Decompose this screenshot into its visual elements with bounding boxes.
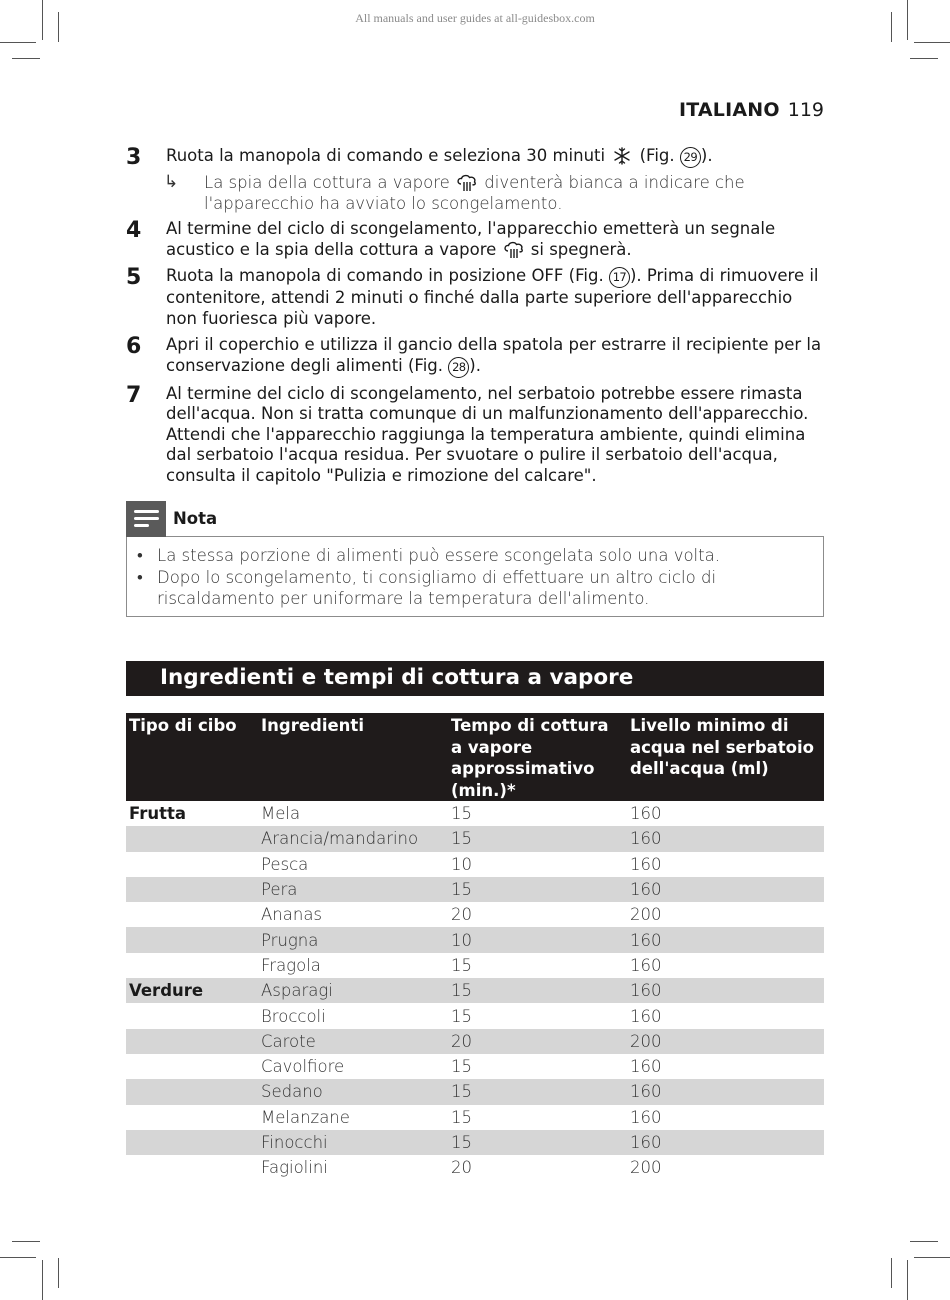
time-cell: 15: [448, 877, 627, 902]
ingredient-cell: Fragola: [261, 955, 321, 975]
step-number: 7: [126, 382, 142, 408]
bullet: •: [137, 567, 143, 587]
water-cell: 160: [630, 955, 662, 975]
crop-mark: [0, 42, 36, 43]
note-lines-icon: [126, 501, 166, 537]
step-result: [126, 172, 826, 214]
water-cell: 160: [627, 927, 824, 952]
step-text: Ruota la manopola di comando e seleziona 30 minuti: [166, 146, 611, 165]
steam-cloud-icon: [455, 174, 479, 192]
step-text: Ruota la manopola di comando in posizione OFF (Fig.: [166, 266, 609, 285]
crop-mark: [42, 1260, 43, 1300]
step-item: [126, 219, 826, 260]
step-text: ).: [469, 355, 481, 375]
step-text: Apri il coperchio e utilizza il gancio della spatola per estrarre il recipiente per la conservazione degli alimenti (Fig.: [166, 335, 822, 375]
food-type-cell: [126, 1054, 258, 1079]
time-cell: 15: [448, 826, 627, 851]
steam-times-table: [126, 713, 824, 1180]
step-number: 4: [126, 218, 142, 243]
food-type-cell: Verdure: [126, 978, 258, 1003]
food-type-cell: [126, 877, 258, 902]
water-cell: 160: [630, 804, 662, 824]
crop-mark: [58, 1258, 59, 1288]
ingredient-cell: Ananas: [261, 905, 323, 925]
ingredient-cell: Sedano: [258, 1079, 448, 1104]
figure-reference: 29: [680, 147, 701, 168]
result-text: La spia della cottura a vapore: [204, 173, 456, 192]
bullet: •: [137, 546, 143, 565]
crop-mark: [12, 58, 40, 59]
time-cell: 20: [451, 905, 472, 925]
step-text: ). Prima di rimuovere il contenitore, attendi 2 minuti o finché dalla parte superiore dell'apparecchio non fuoriesca più vapore.: [166, 266, 819, 328]
time-cell: 15: [451, 1006, 472, 1026]
ingredient-cell: Arancia/mandarino: [258, 826, 448, 851]
water-cell: 160: [627, 1130, 824, 1155]
time-cell: 20: [448, 1029, 627, 1054]
table-header-row: [126, 713, 824, 801]
food-type-cell: [126, 826, 258, 851]
food-type-cell: [126, 953, 258, 978]
food-type-cell: [126, 1130, 258, 1155]
crop-mark: [907, 1260, 908, 1300]
page-number: 119: [787, 99, 824, 121]
food-type-cell: [126, 852, 258, 877]
ingredient-cell: Broccoli: [261, 1006, 326, 1026]
step-item: [126, 384, 826, 487]
ingredient-cell: Finocchi: [258, 1130, 448, 1155]
time-cell: 20: [451, 1158, 472, 1178]
note-item: [137, 545, 813, 567]
figure-reference: 28: [448, 357, 469, 378]
ingredient-cell: Prugna: [258, 927, 448, 952]
water-cell: 160: [627, 826, 824, 851]
page-header: [679, 99, 824, 121]
time-cell: 15: [451, 804, 472, 824]
step-number: 3: [126, 145, 142, 170]
step-item: [126, 266, 826, 329]
table-row: [126, 902, 824, 927]
water-cell: 200: [630, 905, 662, 925]
table-row: [126, 1155, 824, 1180]
food-type-cell: Frutta: [129, 804, 187, 824]
water-cell: 200: [630, 1158, 662, 1178]
watermark: All manuals and user guides at all-guidesbox.com: [355, 11, 595, 25]
step-item: [126, 335, 826, 378]
step-number: 5: [126, 265, 142, 290]
crop-mark: [910, 58, 938, 59]
language-label: ITALIANO: [678, 99, 780, 121]
time-cell: 15: [451, 955, 472, 975]
water-cell: 160: [630, 854, 662, 874]
table-row: [126, 953, 824, 978]
table-row: [126, 826, 824, 851]
crop-mark: [914, 1257, 950, 1258]
table-row: [126, 1079, 824, 1104]
food-type-cell: [126, 1155, 258, 1180]
water-cell: 160: [627, 1079, 824, 1104]
result-arrow-icon: ↳: [164, 172, 179, 192]
time-cell: 15: [448, 1079, 627, 1104]
time-cell: 10: [448, 927, 627, 952]
time-cell: 15: [451, 1057, 472, 1077]
note-content: [126, 536, 824, 617]
food-type-cell: [126, 927, 258, 952]
crop-mark: [910, 1241, 938, 1242]
table-row: [126, 1054, 824, 1079]
note-title: Nota: [173, 509, 218, 528]
time-cell: 15: [448, 1130, 627, 1155]
steps-list: [126, 146, 826, 486]
note-box: [126, 501, 824, 617]
note-text: La stessa porzione di alimenti può essere scongelata solo una volta.: [157, 546, 720, 565]
step-text: Al termine del ciclo di scongelamento, nel serbatoio potrebbe essere rimasta dell'acqua. Non si tratta comunque di un malfunzionamento dell'apparecchio. Attendi che l'apparecchio raggiunga la temperatura ambiente, quindi elimina dal serbatoio l'acqua residua. Per svuotare o pulire il serbatoio dell'acqua, consulta il capitolo "Pulizia e rimozione del calcare".: [166, 383, 809, 485]
column-header: Tempo di cottura a vapore approssimativo (min.)*: [448, 713, 627, 801]
water-cell: 160: [627, 978, 824, 1003]
column-header: Livello minimo di acqua nel serbatoio dell'acqua (ml): [627, 713, 824, 801]
food-type-cell: [126, 1079, 258, 1104]
time-cell: 15: [451, 1107, 472, 1127]
section-title: Ingredienti e tempi di cottura a vapore: [126, 661, 824, 696]
step-text: si spegnerà.: [525, 239, 632, 259]
water-cell: 160: [630, 1107, 662, 1127]
table-row: [126, 1003, 824, 1028]
column-header: Ingredienti: [258, 713, 448, 801]
note-text: Dopo lo scongelamento, ti consigliamo di effettuare un altro ciclo di riscaldamento per uniformare la temperatura dell'alimento.: [157, 567, 717, 608]
note-item: [137, 567, 813, 610]
figure-reference: 17: [609, 267, 630, 288]
crop-mark: [0, 1257, 36, 1258]
table-row: [126, 801, 824, 826]
column-header: Tipo di cibo: [126, 713, 258, 801]
ingredient-cell: Pera: [258, 877, 448, 902]
step-number: 6: [126, 334, 142, 359]
crop-mark: [891, 1258, 892, 1288]
table-row: [126, 1105, 824, 1130]
food-type-cell: [126, 1003, 258, 1028]
snowflake-defrost-icon: [610, 147, 634, 165]
table-row: [126, 927, 824, 952]
table-row: [126, 978, 824, 1003]
step-text: ).: [700, 146, 713, 165]
water-cell: 160: [630, 1057, 662, 1077]
food-type-cell: [126, 1029, 258, 1054]
time-cell: 10: [451, 854, 472, 874]
water-cell: 160: [630, 1006, 662, 1026]
ingredient-cell: Asparagi: [258, 978, 448, 1003]
table-row: [126, 1130, 824, 1155]
ingredient-cell: Cavolfiore: [261, 1057, 345, 1077]
table-row: [126, 1029, 824, 1054]
water-cell: 200: [627, 1029, 824, 1054]
food-type-cell: [126, 1105, 258, 1130]
table-row: [126, 852, 824, 877]
step-text: (Fig.: [634, 146, 680, 165]
crop-mark: [12, 1241, 40, 1242]
table-row: [126, 877, 824, 902]
step-item: [126, 146, 826, 168]
ingredient-cell: Carote: [258, 1029, 448, 1054]
step-text: Al termine del ciclo di scongelamento, l'apparecchio emetterà un segnale acustico e la spia della cottura a vapore: [166, 219, 776, 259]
result-text: diventerà bianca a indicare che l'apparecchio ha avviato lo scongelamento.: [204, 173, 745, 213]
water-cell: 160: [627, 877, 824, 902]
food-type-cell: [126, 902, 258, 927]
ingredient-cell: Melanzane: [261, 1107, 350, 1127]
note-header: [126, 501, 824, 536]
ingredient-cell: Mela: [261, 804, 301, 824]
steam-cloud-icon: [502, 241, 526, 259]
ingredient-cell: Fagiolini: [261, 1158, 328, 1178]
time-cell: 15: [448, 978, 627, 1003]
crop-mark: [914, 42, 950, 43]
ingredient-cell: Pesca: [261, 854, 309, 874]
